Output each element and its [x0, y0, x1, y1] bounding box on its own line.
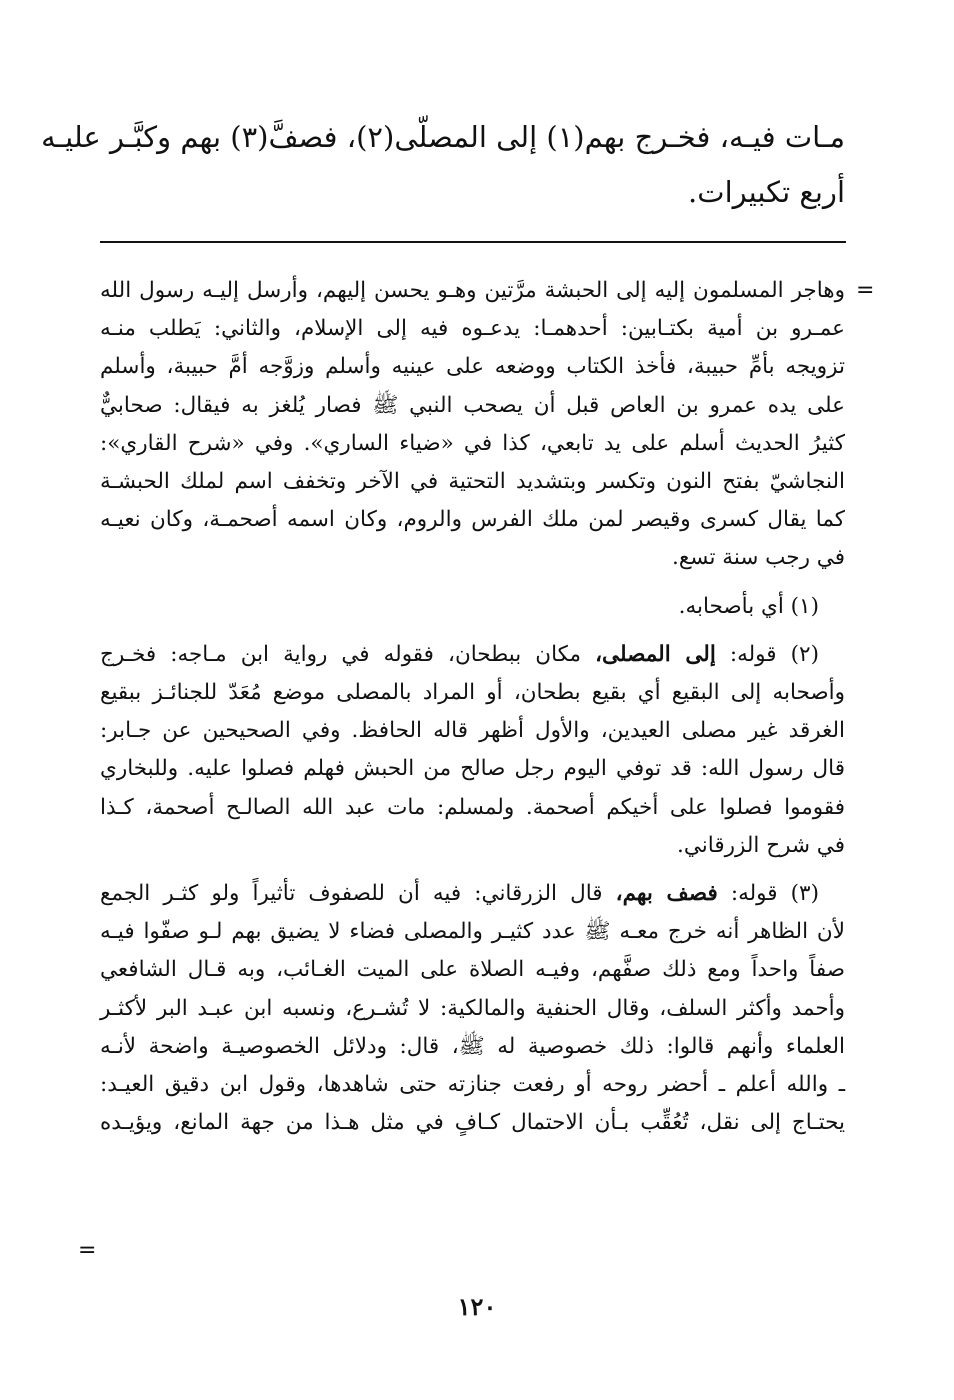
main-text-line: أربع تكبيرات.: [688, 175, 845, 209]
footnote-line: على يده عمرو بن العاص قبل أن يصحب النبي ﷺ فصار يُلغز به فيقال: صحابيٌّ: [100, 392, 845, 418]
footnote-text: قال الزرقاني: فيه أن للصفوف تأثيراً ولو كثـر الجمع: [100, 881, 603, 907]
footnote-1: [100, 588, 845, 626]
footnote-line: في شرح الزرقاني.: [677, 832, 845, 858]
footnote-line: لأن الظاهر أنه خرج معـه ﷺ عدد كثيـر والمصلى فضاء لا يضيق بهم لـو صفّوا فيـه: [100, 919, 845, 945]
footnote-line: في رجب سنة تسع.: [672, 545, 845, 571]
continuation-marker: =: [78, 1238, 97, 1263]
footnotes: [100, 272, 845, 1142]
footnote-line: تزويجه بأمِّ حبيبة، فأخذ الكتاب ووضعه على عينيه وأسلم وزوَّجه أمَّ حبيبة، وأسلم: [100, 354, 845, 380]
page-number: ١٢٠: [457, 1292, 497, 1321]
footnote-line: ـ والله أعلم ـ أحضر روحه أو رفعت جنازته حتى شاهدها، وقول ابن دقيق العيـد:: [100, 1072, 845, 1098]
main-text-line: مـات فيـه، فخـرج بهم(١) إلى المصلّى(٢)، فصفَّ(٣) بهم وكبَّـر عليـه: [41, 120, 845, 154]
footnote-line: [100, 875, 845, 913]
main-text: [41, 110, 845, 220]
footnote-line: يحتـاج إلى نقل، تُعُقِّب بـأن الاحتمال كـافٍ في مثل هـذا من جهة المانع، ويؤيـده: [100, 1110, 845, 1136]
footnote-line: فقوموا فصلوا على أخيكم أصحمة. ولمسلم: مات عبد الله الصالـح أصحمة، كـذا: [100, 794, 845, 820]
footnote-line: العلماء وأنهم قالوا: ذلك خصوصية له ﷺ، قال: ودلائل الخصوصيـة واضحة لأنـه: [100, 1033, 845, 1059]
footnote-keyword: إلى المصلى،: [595, 641, 716, 667]
footnote-line: صفاً واحداً ومع ذلك صفَّهم، وفيـه الصلاة على الميت الغـائب، وبه قـال الشافعي: [100, 957, 845, 983]
footnote-lead: قوله:: [729, 641, 777, 667]
footnote-line: وأحمد وأكثر السلف، وقال الحنفية والمالكية: لا تُشـرع، ونسبه ابن عبـد البر لأكثـر: [100, 995, 845, 1021]
footnote-continued: [100, 272, 845, 578]
footnote-number: (٢): [790, 641, 819, 667]
footnote-line: [100, 588, 845, 626]
footnote-text: مكان ببطحان، فقوله في رواية ابن مـاجه: فخـرج: [100, 641, 582, 667]
footnote-number: (٣): [790, 881, 819, 907]
footnote-line: النجاشيّ بفتح النون وتكسر وبتشديد التحتية في الآخر وتخفف اسم لملك الحبشـة: [100, 469, 845, 495]
footnote-line: وهاجر المسلمون إليه إلى الحبشة مرَّتين وهـو يحسن إليهم، وأرسل إليـه رسول الله: [100, 278, 845, 303]
footnote-line: قال رسول الله: قد توفي اليوم رجل صالح من الحبش فهلم فصلوا عليه. وللبخاري: [100, 756, 845, 782]
footnote-number: (١): [790, 593, 819, 619]
footnote-line: [100, 636, 845, 674]
footnote-lead: قوله:: [730, 881, 778, 907]
footnote-line: وأصحابه إلى البقيع أي بقيع بطحان، أو المراد بالمصلى موضع مُعَدّ للجنائـز ببقيع: [100, 680, 845, 706]
footnote-keyword: فصف بهم،: [615, 881, 718, 907]
footnote-separator: [100, 241, 846, 243]
footnote-line: كثيرُ الحديث أسلم على يد تابعي، كذا في «ضياء الساري». وفي «شرح القاري»:: [100, 430, 845, 456]
footnote-line: الغرقد غير مصلى العيدين، والأول أظهر قاله الحافظ. وفي الصحيحين عن جـابر:: [100, 718, 845, 744]
footnote-text: أي بأصحابه.: [678, 593, 784, 619]
footnote-line: عمـرو بن أمية بكتـابين: أحدهمـا: يدعـوه فيه إلى الإسلام، والثاني: يَطلب منـه: [100, 316, 845, 342]
footnote-2: [100, 636, 845, 865]
footnote-3: [100, 875, 845, 1142]
footnote-line: كما يقال كسرى وقيصر لمن ملك الفرس والروم، وكان اسمه أصحمـة، وكان نعيـه: [100, 507, 845, 533]
continuation-marker: =: [856, 278, 875, 303]
